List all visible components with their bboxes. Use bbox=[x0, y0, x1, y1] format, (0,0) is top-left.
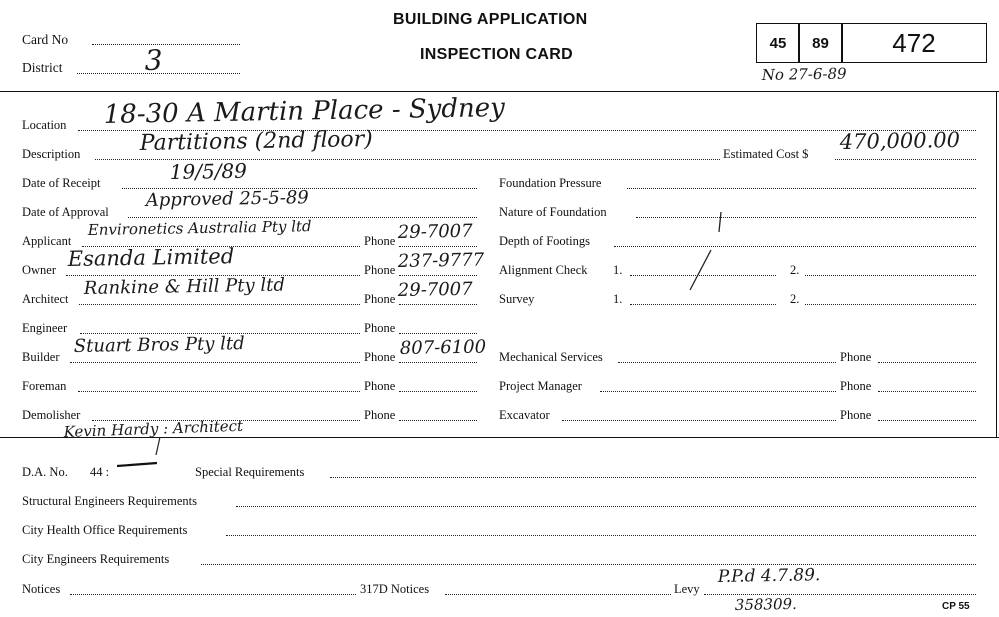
da-value: 44 : bbox=[90, 465, 110, 479]
foundation-pressure-label: Foundation Pressure bbox=[499, 176, 602, 190]
applicant-phone-label: Phone bbox=[364, 234, 396, 248]
alignment-num1: 1. bbox=[613, 263, 623, 277]
date-receipt-label: Date of Receipt bbox=[22, 176, 101, 190]
builder-value: Stuart Bros Pty ltd bbox=[73, 333, 245, 357]
contact-note: Kevin Hardy : Architect bbox=[63, 416, 244, 441]
demolisher-label: Demolisher bbox=[22, 408, 81, 422]
foreman-label: Foreman bbox=[22, 379, 67, 393]
foreman-phone-label: Phone bbox=[364, 379, 396, 393]
nature-foundation-label: Nature of Foundation bbox=[499, 205, 607, 219]
applicant-value: Environetics Australia Pty ltd bbox=[87, 217, 312, 239]
district-label: District bbox=[22, 60, 63, 75]
description-value: Partitions (2nd floor) bbox=[139, 126, 373, 156]
builder-phone: 807-6100 bbox=[399, 336, 487, 359]
form-code: CP 55 bbox=[942, 601, 970, 612]
box-a: 45 bbox=[756, 23, 800, 63]
architect-value: Rankine & Hill Pty ltd bbox=[83, 274, 286, 299]
applicant-label: Applicant bbox=[22, 234, 72, 248]
date-approval-value: Approved 25-5-89 bbox=[145, 187, 309, 211]
survey-num2: 2. bbox=[790, 292, 800, 306]
engineers-line bbox=[201, 564, 976, 565]
title-line1: BUILDING APPLICATION bbox=[393, 11, 588, 28]
architect-phone-label: Phone bbox=[364, 292, 396, 306]
builder-label: Builder bbox=[22, 350, 60, 364]
mechanical-phone-label: Phone bbox=[840, 350, 872, 364]
owner-phone-label: Phone bbox=[364, 263, 396, 277]
health-line bbox=[226, 535, 976, 536]
description-label: Description bbox=[22, 147, 81, 161]
title-line2: INSPECTION CARD bbox=[420, 46, 573, 63]
depth-footings-label: Depth of Footings bbox=[499, 234, 590, 248]
excavator-phone-label: Phone bbox=[840, 408, 872, 422]
location-label: Location bbox=[22, 118, 67, 132]
location-value: 18-30 A Martin Place - Sydney bbox=[103, 93, 506, 130]
architect-phone: 29-7007 bbox=[397, 278, 473, 301]
architect-label: Architect bbox=[22, 292, 69, 306]
engineer-label: Engineer bbox=[22, 321, 68, 335]
special-label: Special Requirements bbox=[195, 465, 305, 479]
excavator-label: Excavator bbox=[499, 408, 550, 422]
alignment-num2: 2. bbox=[790, 263, 800, 277]
builder-phone-label: Phone bbox=[364, 350, 396, 364]
box-b: 89 bbox=[798, 23, 843, 63]
card-no-label: Card No bbox=[22, 32, 69, 47]
da-label: D.A. No. bbox=[22, 465, 68, 479]
box-note: No 27-6-89 bbox=[761, 64, 847, 84]
date-approval-label: Date of Approval bbox=[22, 205, 109, 219]
levy-value: P.P.d 4.7.89. bbox=[717, 565, 821, 587]
survey-label: Survey bbox=[499, 292, 535, 306]
levy-number: 358309. bbox=[734, 594, 798, 614]
notices-317d-label: 317D Notices bbox=[360, 582, 430, 596]
structural-line bbox=[236, 506, 976, 507]
health-label: City Health Office Requirements bbox=[22, 523, 188, 537]
notices-317d-line bbox=[445, 594, 671, 595]
survey-num1: 1. bbox=[613, 292, 623, 306]
estimated-cost-label: Estimated Cost $ bbox=[723, 147, 809, 161]
levy-label: Levy bbox=[674, 582, 700, 596]
engineers-label: City Engineers Requirements bbox=[22, 552, 170, 566]
notices-label: Notices bbox=[22, 582, 61, 596]
owner-label: Owner bbox=[22, 263, 57, 277]
applicant-phone: 29-7007 bbox=[397, 220, 473, 243]
date-receipt-value: 19/5/89 bbox=[169, 158, 248, 184]
project-manager-phone-label: Phone bbox=[840, 379, 872, 393]
project-manager-label: Project Manager bbox=[499, 379, 582, 393]
owner-phone: 237-9777 bbox=[397, 249, 485, 272]
district-value: 3 bbox=[144, 43, 163, 77]
alignment-check-label: Alignment Check bbox=[499, 263, 588, 277]
mechanical-label: Mechanical Services bbox=[499, 350, 603, 364]
special-line bbox=[330, 477, 976, 478]
demolisher-phone-label: Phone bbox=[364, 408, 396, 422]
notices-line bbox=[70, 594, 356, 595]
box-number: 472 bbox=[841, 23, 987, 63]
owner-value: Esanda Limited bbox=[67, 244, 235, 271]
structural-label: Structural Engineers Requirements bbox=[22, 494, 197, 508]
estimated-cost-value: 470,000.00 bbox=[839, 127, 961, 154]
engineer-phone-label: Phone bbox=[364, 321, 396, 335]
